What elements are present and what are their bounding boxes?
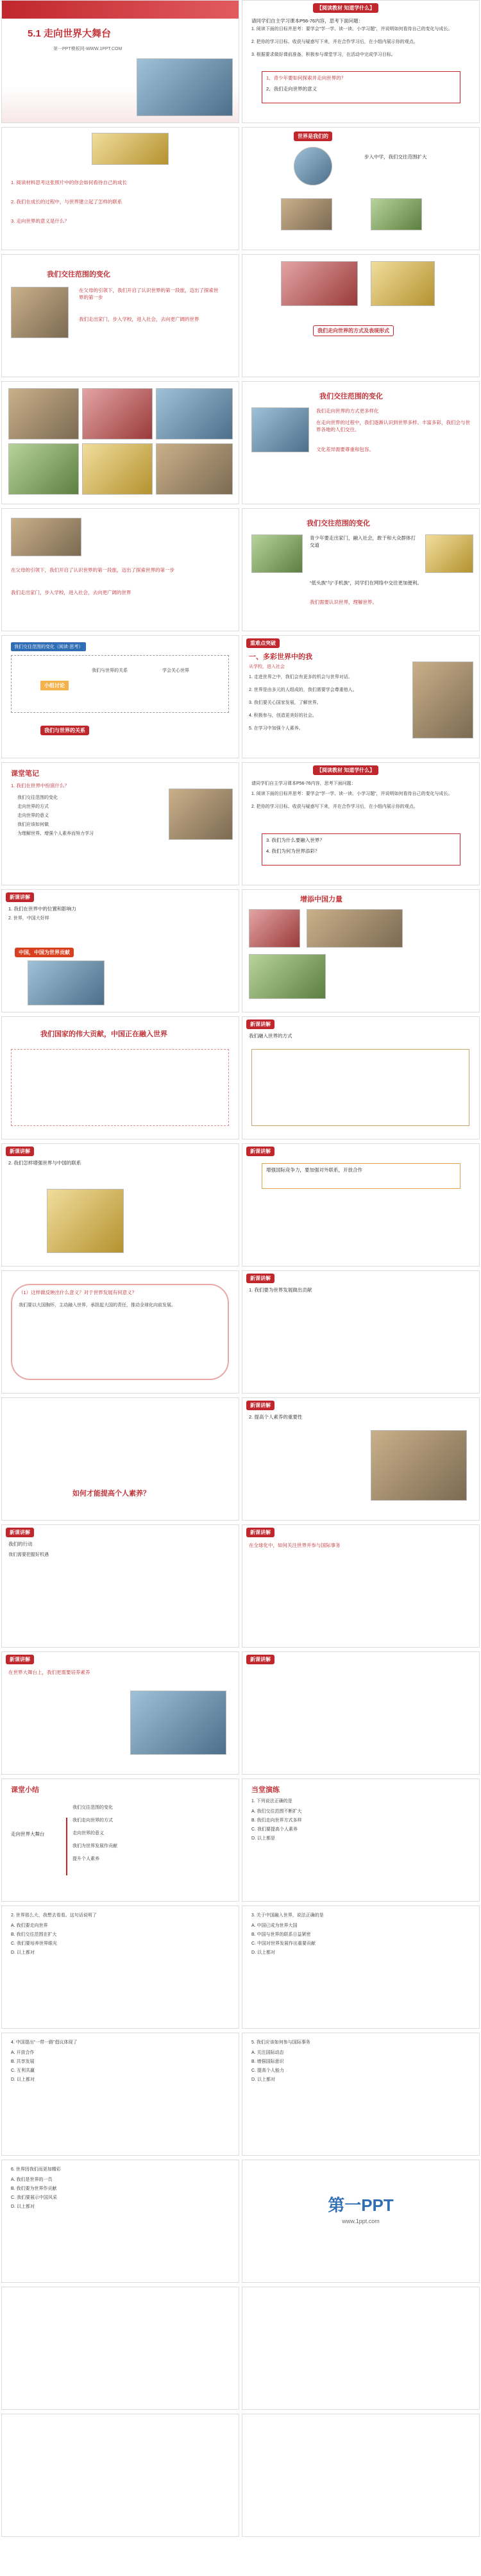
practice1-line-3: B. 我们走向世界方式多样 [251,1818,302,1823]
practice1-title: 当堂演练 [251,1786,280,1794]
slide-concept-map [1,635,239,758]
range2-b1: 我们走向世界的方式更多样化 [316,408,379,414]
row-2 [0,127,481,250]
slide-filler-2 [242,2287,480,2410]
key-tag: 从学校，进入社会 [249,665,285,669]
question-2: 2、我们走向世界的意义 [266,86,317,92]
slide-links [1,1143,239,1267]
school-photo [92,133,169,165]
slide-key-points [242,635,480,758]
integration-badge: 新课讲解 [246,1019,274,1029]
concept-node-1: 我们交往范围的变化（阅读·思考） [11,642,86,651]
slide-think-1 [1,127,239,250]
practice2-line-5: D. 以上都对 [11,1950,35,1955]
global-badge: 新课讲解 [246,1528,274,1537]
slide-summary [1,1778,239,1902]
slide-range-1 [1,254,239,377]
wc-title: 1. 我们要为世界发展做出贡献 [249,1287,312,1293]
row-11 [0,1270,481,1394]
practice2-line-3: B. 我们交往范围在扩大 [11,1932,57,1937]
range-bullet-2: 我们走出家门，步入学校，进入社会，去向更广阔的世界 [79,316,199,322]
grid-photo-6 [156,443,233,495]
lecture2-title: 增添中国力量 [300,896,342,903]
slide-lecture-2 [242,889,480,1012]
range4-b3: 我们需要认识世界，理解世界。 [310,599,377,605]
practice3-line-1: 3. 关于中国融入世界，说法正确的是 [251,1913,324,1918]
practice1-line-2: A. 我们交往范围不断扩大 [251,1809,302,1814]
slide-stage [1,1651,239,1775]
slide-practice-2 [1,1906,239,2029]
global-banner: 在全球化中，如何关注世界并参与国际事务 [249,1542,341,1548]
practice3-line-2: A. 中国已成为世界大国 [251,1923,298,1928]
range2-b3: 文化差异需要尊重和包容。 [316,447,374,452]
practice4-line-4: C. 互利共赢 [11,2068,35,2073]
reading2-badge: 【阅读教材 知道学什么】 [313,765,378,775]
grid-photo-3 [156,388,233,439]
range4-b1: 青少年要走出家门，融入社会，敢于和大众群体打交道 [310,535,416,548]
row-9 [0,1016,481,1139]
grid-photo-1 [8,388,79,439]
compete-box [262,1163,460,1189]
practice4-line-3: B. 共享发展 [11,2060,35,2064]
row-14 [0,1651,481,1775]
compete-badge: 新课讲解 [246,1147,274,1156]
range4-b2: “低头族”与“手机族”，同学们在网络中交往更加便利。 [310,580,422,586]
practice2-line-4: C. 我们要培养世界眼光 [11,1941,57,1946]
summary-title: 课堂小结 [11,1786,39,1794]
links-badge: 新课讲解 [6,1147,34,1156]
question-box [262,71,460,103]
notes-item-4: 我们应该如何做 [17,823,49,827]
meaning-body: 我们要以大国胸怀，主动融入世界，承担起大国的责任，推动全球化向前发展。 [19,1303,176,1308]
reading-point-3: 3. 根据要求做好课前准备，积极参与课堂学习，在活动中完成学习目标。 [251,53,396,57]
lecture1-photo [28,960,105,1005]
slide-range-4 [242,508,480,631]
key-bullet-3: 3. 我们要关心国家发展，了解世界。 [249,701,321,705]
reading-point-2: 2. 把你的学习目标、收获与疑惑写下来，并在合作学习后，在小组内展示你的观点。 [251,40,418,44]
reading-point-1: 1. 阅读下面的目标并思考：要学会“学一学、读一读、小学习题”，并说明如何看待自己的变化与成长。 [251,27,453,31]
row-16 [0,1906,481,2029]
concept-node-4: 学会关心世界 [162,669,189,673]
lecture2-photo-a [249,909,300,948]
range2-heading: 我们交往范围的变化 [319,393,383,400]
end-url: www.1ppt.com [342,2218,380,2224]
key-bullet-5: 5. 在学习中加强个人素养。 [249,726,303,731]
slide-global [242,1524,480,1648]
literacy-question: 如何才能提高个人素养？ [72,1490,150,1497]
range4-photo-a [251,534,303,573]
range2-b2: 在走向世界的过程中，我们逐渐认识到世界多样、丰富多彩，我们会与世界各地的人们交往。 [316,420,470,432]
row-17 [0,2033,481,2156]
notes-item-3: 走向世界的意义 [17,814,49,818]
summary-row-5: 提升个人素养 [72,1857,99,1861]
summary-root: 走向世界大舞台 [11,1831,45,1837]
slide-practice-1 [242,1778,480,1902]
concept-node-2: 小组讨论 [40,681,69,690]
think-line-2: 2. 我们在成长的过程中，与世界建立起了怎样的联系 [11,199,122,205]
key-bullet-2: 2. 世界是由多元的人组成的，我们需要学会尊重他人。 [249,688,357,692]
slide-meaning [1,1270,239,1394]
world-photo-b [371,198,422,230]
slide-notes [1,762,239,885]
contribution-title: 我们国家的伟大贡献，中国正在融入世界 [40,1030,167,1038]
concept-node-5: 我们与世界的关系 [40,726,89,735]
range2-photo [251,407,309,452]
key-bullet-4: 4. 积极参与，创造更美好的社会。 [249,713,317,718]
summary-row-2: 我们走向世界的方式 [72,1818,113,1823]
practice4-line-2: A. 开放合作 [11,2051,35,2055]
row-8 [0,889,481,1012]
row-20 [0,2414,481,2537]
ways-pill: 我们走向世界的方式及表现形式 [313,325,394,336]
range-bullet-1: 在父母的引领下，我们开启了认识世界的第一段旅，迈出了探索世界的第一步 [79,287,219,300]
row-5 [0,508,481,631]
literacy-photo [371,1430,467,1501]
slide-filler-4 [242,2414,480,2537]
slide-range-2 [242,381,480,504]
row-10 [0,1143,481,1267]
row-19 [0,2287,481,2410]
practice2-line-1: 2. 世界那么大，我想去看看。这句话说明了 [11,1913,97,1918]
deck-brand: 第一PPT模板网-WWW.1PPT.COM [53,47,122,51]
slide-literacy-q [1,1397,239,1521]
key-bullet-1: 1. 走进世界之中，我们会有更多的机会与世界对话。 [249,675,353,679]
practice4-line-5: D. 以上都对 [11,2077,35,2082]
practice3-line-5: D. 以上都对 [251,1950,275,1955]
think-line-3: 3. 走向世界的意义是什么？ [11,218,69,224]
grid-photo-4 [8,443,79,495]
range4-photo-b [425,534,473,573]
grid-photo-2 [82,388,153,439]
summary-row-4: 我们为世界发展作贡献 [72,1844,117,1848]
grid-photo-5 [82,443,153,495]
practice4-line-1: 4. 中国提出“一带一路”倡议体现了 [11,2040,78,2045]
range3-b1: 在父母的引领下，我们开启了认识世界的第一段旅，迈出了探索世界的第一步 [11,567,174,573]
slide-photo-grid [1,381,239,504]
practice6-line-2: A. 我们是世界的一员 [11,2178,53,2182]
title-band [2,1,239,19]
slide-reading-2 [242,762,480,885]
reading2-q1: 3. 我们为什么要融入世界？ [266,837,325,843]
action-title: 我们的行动 [8,1541,33,1547]
integration-frame [251,1049,469,1126]
end-brand: 第一PPT [328,2196,394,2215]
slide-practice-6 [1,2160,239,2283]
row-18 [0,2160,481,2283]
literacy-badge: 新课讲解 [246,1401,274,1410]
row-4 [0,381,481,504]
practice5-line-3: B. 增强国际意识 [251,2060,284,2064]
row-15 [0,1778,481,1902]
range3-b2: 我们走出家门，步入学校，进入社会，去向更广阔的世界 [11,590,131,595]
world-label: 步入中学，我们交往范围扩大 [364,154,427,160]
summary-row-3: 走向世界的意义 [72,1831,104,1836]
meaning-question: （1）这样做反映出什么意义？对于世界发展有何意义？ [19,1290,137,1295]
ways-photo-b [371,261,435,306]
notes-photo [169,789,233,840]
notes-item-1: 我们交往范围的变化 [17,796,58,800]
practice3-line-3: B. 中国与世界的联系日益紧密 [251,1932,311,1937]
lecture2-photo-c [249,954,326,999]
summary-brace [66,1818,67,1875]
deck-title: 5.1 走向世界大舞台 [28,28,112,39]
row-1 [0,0,481,123]
reading2-p2: 2. 把你的学习目标、收获与疑惑写下来，并在合作学习后，在小组内展示你的观点。 [251,805,418,809]
slide-action [1,1524,239,1648]
links-illustration [47,1189,124,1253]
think-line-1: 1. 阅读材料思考这张照片中的你会如何看待自己的成长 [11,180,127,185]
notes-item-5: 为理解世界、增强个人素养而努力学习 [17,832,94,836]
slide-literacy [242,1397,480,1521]
row-7 [0,762,481,885]
slide-title [1,0,239,123]
practice5-line-1: 5. 我们应该如何参与国际事务 [251,2040,310,2045]
range3-photo [11,518,81,556]
practice6-line-1: 6. 世界因我们而更加精彩 [11,2167,61,2172]
row-12 [0,1397,481,1521]
slide-practice-3 [242,1906,480,2029]
integration-title: 我们融入世界的方式 [249,1033,292,1039]
practice6-line-5: D. 以上都对 [11,2205,35,2209]
empty-badge: 新课讲解 [246,1655,274,1664]
slide-world [242,127,480,250]
practice1-line-1: 1. 下列说法正确的是 [251,1799,292,1804]
practice5-line-4: C. 提高个人能力 [251,2068,284,2073]
meaning-cloud [11,1284,229,1380]
slide-contribution [1,1016,239,1139]
practice6-line-3: B. 我们要为世界作贡献 [11,2187,57,2191]
slide-compete [242,1143,480,1267]
reading2-intro: 请同学们自主学习课本P56-76内容，思考下面问题： [251,781,356,786]
row-3 [0,254,481,377]
lecture1-title: 1. 我们在世界中的位置和影响力 [8,906,76,912]
slide-practice-4 [1,2033,239,2156]
range4-heading: 我们交往范围的变化 [307,520,370,527]
practice1-line-4: C. 我们要提高个人素养 [251,1827,298,1832]
key-title: 一、多彩世界中的我 [249,653,312,661]
notes-question: 1. 我们在世界中扮演什么？ [11,783,69,789]
practice3-line-4: C. 中国对世界发展作出重要贡献 [251,1941,316,1946]
lecture1-sub: 2. 世界，中国大好样 [8,916,49,921]
world-photo-a [281,198,332,230]
stage-badge: 新课讲解 [6,1655,34,1664]
slide-range-3 [1,508,239,631]
contribution-frame [11,1049,229,1126]
links-title: 2. 我们怎样增强世界与中国的联系 [8,1160,81,1166]
world-circle-photo [294,147,332,185]
globe-image [137,58,233,116]
world-title: 世界是我们的 [294,132,332,141]
row-13 [0,1524,481,1648]
key-badge: 重难点突破 [246,638,280,648]
lecture2-photo-b [307,909,403,948]
summary-row-1: 我们交往范围的变化 [72,1805,113,1810]
key-illustration [412,661,473,738]
stage-photo [130,1691,226,1755]
question-1: 1、青少年要如何探索并走向世界的？ [266,75,346,81]
wc-badge: 新课讲解 [246,1274,274,1283]
slide-lecture-1 [1,889,239,1012]
slide-filler-3 [1,2414,239,2537]
slide-empty-lecture [242,1651,480,1775]
literacy-title: 2. 提高个人素养的重要性 [249,1414,303,1420]
slide-brand-end [242,2160,480,2283]
notes-item-2: 走向世界的方式 [17,805,49,809]
reading2-q2: 4. 我们为何为世界添彩？ [266,848,320,854]
reading-intro: 请同学们自主学习课本P56-76内容，思考下面问题： [251,18,364,24]
lecture1-banner: 中国，中国为世界贡献 [15,948,74,957]
compete-text: 增强国际竞争力，要加强对外联系，开放合作 [266,1167,362,1173]
notes-badge: 课堂笔记 [11,770,39,778]
practice2-line-2: A. 我们要走向世界 [11,1923,48,1928]
reading2-p1: 1. 阅读下面的目标并思考：要学会“学一学、读一读、小学习题”，并说明如何看待自己的变化与成长。 [251,792,453,796]
slide-practice-5 [242,2033,480,2156]
ways-photo-a [281,261,358,306]
stage-title: 在世界大舞台上，我们更需要培养素养 [8,1669,90,1675]
slide-world-contribution [242,1270,480,1394]
concept-node-3: 我们与世界的关系 [92,669,128,673]
range-photo-main [11,287,69,338]
slide-integration [242,1016,480,1139]
range-heading: 我们交往范围的变化 [47,271,110,278]
practice5-line-5: D. 以上都对 [251,2077,275,2082]
row-6 [0,635,481,758]
slide-ways [242,254,480,377]
reading-badge: 【阅读教材 知道学什么】 [313,3,378,13]
reading2-question-box [262,833,460,866]
action-badge: 新课讲解 [6,1528,34,1537]
practice1-line-5: D. 以上都是 [251,1836,275,1841]
lecture1-badge: 新课讲解 [6,892,34,902]
slide-filler-1 [1,2287,239,2410]
slide-reading-1 [242,0,480,123]
action-sub: 我们需要把握好机遇 [8,1553,49,1557]
practice5-line-2: A. 关注国际动态 [251,2051,284,2055]
practice6-line-4: C. 我们要展示中国风采 [11,2196,57,2200]
